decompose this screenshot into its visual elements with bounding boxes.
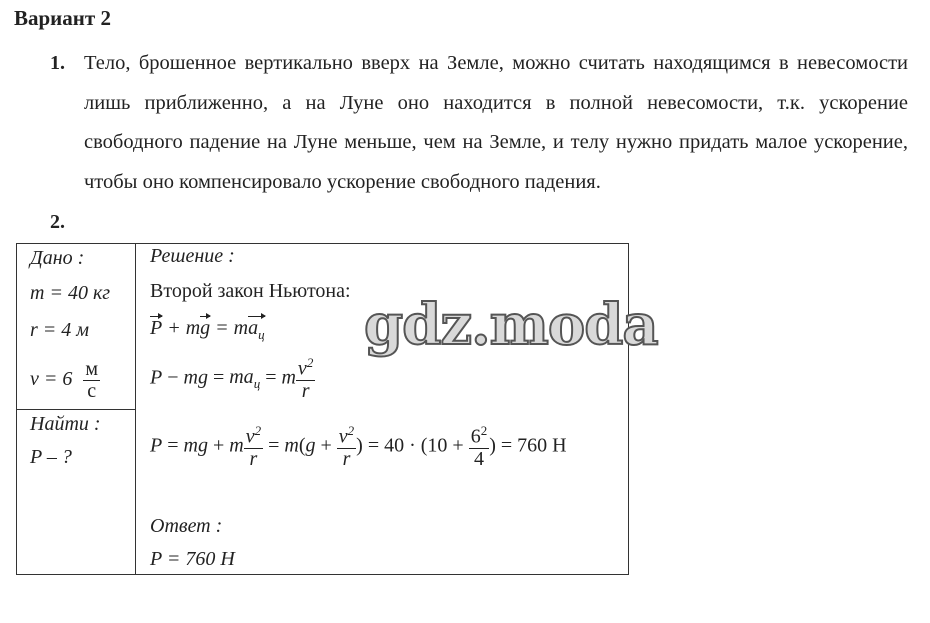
given-speed-value: v = 6 <box>30 368 73 391</box>
find-cell <box>17 410 136 575</box>
formula-result: P = mg + m $\frac{v^2}{r}$ = m(g + $\frac{v^2}{r}$ ) = 40 · (10 + $\frac{6^2}{4}$ ) = 760 Н <box>150 423 567 470</box>
question-1-number: 1. <box>50 52 65 74</box>
question-2-number: 2. <box>50 211 65 233</box>
watermark-logo: gdz.moda <box>364 292 658 358</box>
answer-label: Ответ : <box>150 515 223 537</box>
answer-value: P = 760 Н <box>150 548 235 570</box>
find-label: Найти : <box>30 413 101 435</box>
formula-vector: P + mg = $ma_ц$ <box>150 317 265 342</box>
question-1-text: Тело, брошенное вертикально вверх на Земле, можно считать находящимся в невесомости лишь приближенно, а на Луне оно находится в полной невесомости, т.к. ускорение свободного падение на Луне меньше, чем на Земле, и телу нужно придать малое ускорение, чтобы оно компенсировало ускорение свободного падения. <box>84 52 908 193</box>
given-mass: m = 40 кг <box>30 282 111 304</box>
speed-unit-den: с <box>87 380 97 402</box>
find-value: P – ? <box>30 446 72 468</box>
solution-label: Решение : <box>150 245 235 267</box>
variant-heading: Вариант 2 <box>14 6 111 30</box>
speed-unit-fraction <box>83 359 100 402</box>
newton-law-label: Второй закон Ньютона: <box>150 280 351 302</box>
given-cell <box>17 244 136 410</box>
formula-scalar: P − mg = $ma_ц = m$ $\frac{v^2}{r}$ <box>150 355 314 402</box>
given-speed <box>30 359 100 402</box>
speed-unit-num: м <box>85 358 99 380</box>
given-label: Дано : <box>30 247 85 269</box>
given-radius: r = 4 м <box>30 319 90 341</box>
